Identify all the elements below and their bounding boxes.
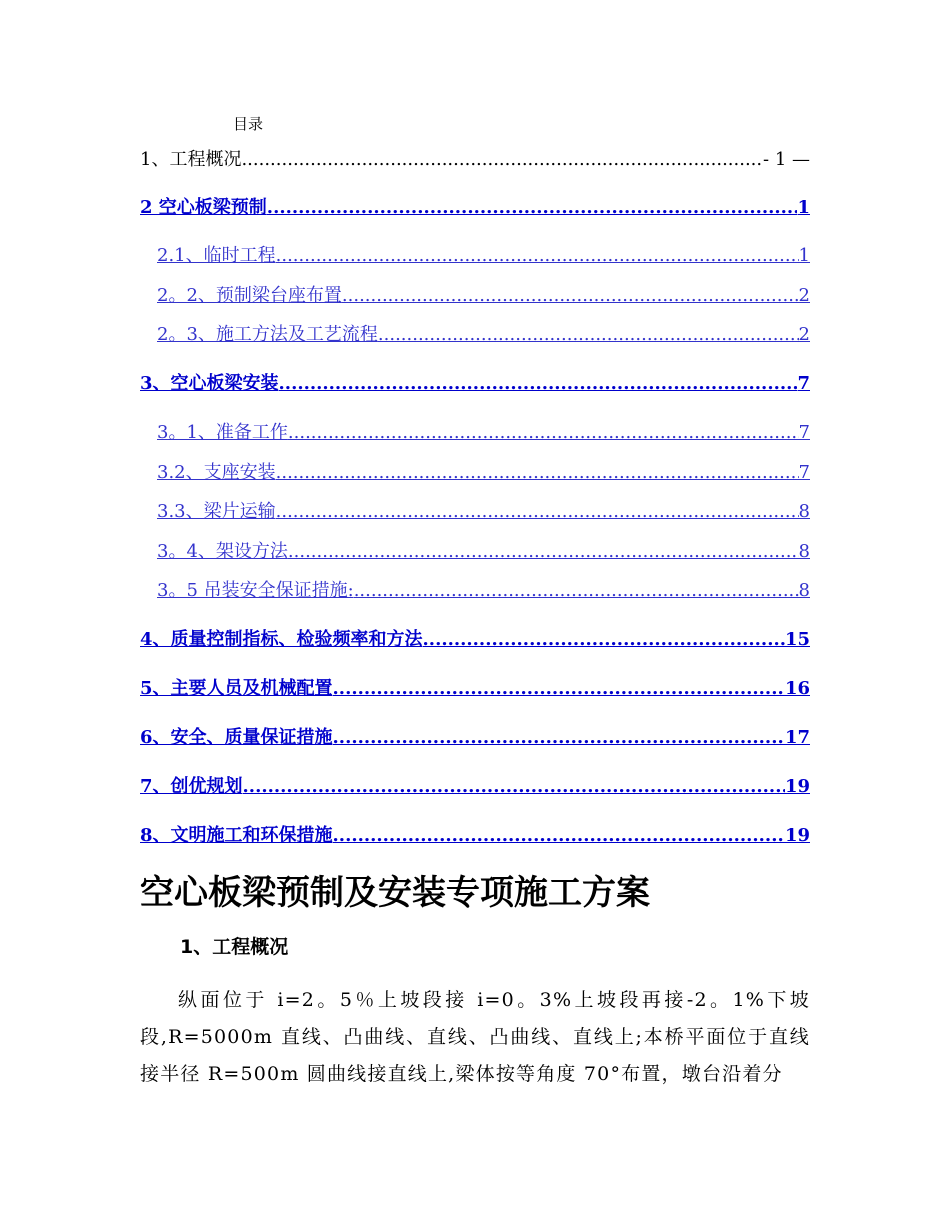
toc-entry-overview — [140, 145, 810, 171]
toc-leader-dots — [243, 776, 785, 797]
toc-page-number: 17 — [784, 727, 810, 748]
toc-link-construction-method[interactable] — [157, 320, 810, 346]
toc-link-excellence-plan[interactable] — [140, 772, 810, 798]
toc-page-number: 16 — [784, 678, 810, 699]
toc-page-number: 1 — [797, 197, 810, 218]
toc-page-number: - 1 — — [763, 149, 810, 170]
toc-link-preparation[interactable] — [157, 418, 810, 444]
toc-leader-dots — [276, 462, 799, 483]
toc-page-number: 8 — [798, 541, 810, 562]
toc-page-number: 1 — [798, 245, 810, 266]
body-paragraph: 纵面位于 i=2。5％上坡段接 i=0。3%上坡段再接-2。1%下坡段,R=5000m 直线、凸曲线、直线、凸曲线、直线上;本桥平面位于直线接半径 R=500m 圆曲线接直线上,梁体按等角度 70°布置，墩台沿着分 — [140, 989, 810, 1085]
toc-entry-label: 3。1、准备工作 — [157, 422, 288, 443]
toc-page-number: 15 — [784, 629, 810, 650]
toc-leader-dots — [354, 580, 799, 601]
toc-leader-dots — [276, 501, 799, 522]
toc-entry-label: 4、质量控制指标、检验频率和方法 — [140, 629, 423, 650]
toc-entry-label: 3.3、梁片运输 — [157, 501, 276, 522]
toc-page-number: 7 — [798, 422, 810, 443]
toc-link-quality-control[interactable] — [140, 625, 810, 651]
toc-entry-label: 3。4、架设方法 — [157, 541, 288, 562]
toc-link-temporary-works[interactable] — [157, 241, 810, 267]
toc-entry-label: 2。3、施工方法及工艺流程 — [157, 324, 378, 345]
toc-link-erection-method[interactable] — [157, 537, 810, 563]
toc-leader-dots — [333, 727, 785, 748]
toc-page-number: 7 — [798, 462, 810, 483]
toc-entry-label: 5、主要人员及机械配置 — [140, 678, 333, 699]
document-title: 空心板梁预制及安装专项施工方案 — [140, 873, 650, 913]
toc-entry-label: 7、创优规划 — [140, 776, 243, 797]
toc-entry-label: 2 空心板梁预制 — [140, 197, 267, 218]
toc-link-beam-transport[interactable] — [157, 497, 810, 523]
toc-leader-dots — [288, 541, 799, 562]
toc-leader-dots — [279, 373, 798, 394]
section-heading: 1、工程概况 — [180, 936, 289, 958]
toc-leader-dots — [333, 678, 785, 699]
toc-link-precast[interactable] — [140, 193, 810, 219]
toc-page-number: 8 — [798, 580, 810, 601]
toc-leader-dots — [423, 629, 785, 650]
toc-page-number: 2 — [798, 324, 810, 345]
toc-link-safety-quality[interactable] — [140, 723, 810, 749]
toc-leader-dots — [241, 149, 763, 170]
toc-leader-dots — [267, 197, 798, 218]
toc-page-number: 2 — [798, 285, 810, 306]
toc-entry-label: 6、安全、质量保证措施 — [140, 727, 333, 748]
toc-entry-label: 2.1、临时工程 — [157, 245, 276, 266]
toc-entry-label: 3。5 吊装安全保证措施: — [157, 580, 354, 601]
toc-entry-label: 2。2、预制梁台座布置 — [157, 285, 342, 306]
toc-link-installation[interactable] — [140, 369, 810, 395]
toc-entry-label: 3、空心板梁安装 — [140, 373, 279, 394]
toc-page-number: 8 — [798, 501, 810, 522]
toc-link-staff-machinery[interactable] — [140, 674, 810, 700]
toc-leader-dots — [333, 825, 785, 846]
toc-link-pedestal-layout[interactable] — [157, 281, 810, 307]
toc-leader-dots — [276, 245, 799, 266]
toc-leader-dots — [288, 422, 799, 443]
toc-leader-dots — [342, 285, 799, 306]
toc-link-bearing-installation[interactable] — [157, 458, 810, 484]
toc-entry-label: 3.2、支座安装 — [157, 462, 276, 483]
toc-link-civilized-construction[interactable] — [140, 821, 810, 847]
toc-leader-dots — [378, 324, 799, 345]
toc-entry-label: 1、工程概况 — [140, 149, 242, 170]
toc-link-lifting-safety[interactable] — [157, 576, 810, 602]
toc-page-number: 7 — [797, 373, 810, 394]
toc-entry-label: 8、文明施工和环保措施 — [140, 825, 333, 846]
toc-page-number: 19 — [784, 825, 810, 846]
toc-page-number: 19 — [784, 776, 810, 797]
toc-heading: 目录 — [233, 115, 264, 133]
